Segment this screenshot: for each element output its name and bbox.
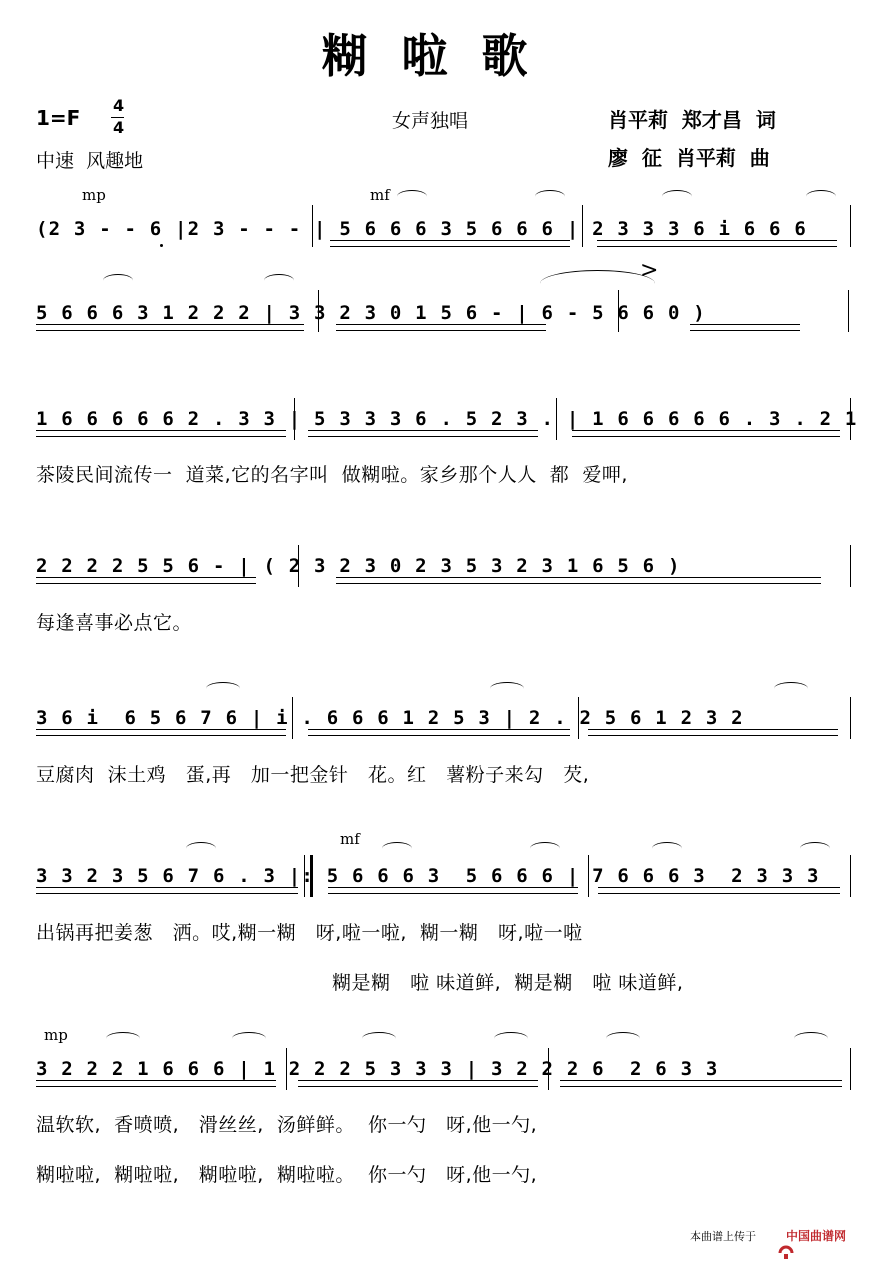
barline — [294, 398, 295, 440]
lyrics-line-6-verse-2: 糊是糊 啦 味道鲜, 糊是糊 啦 味道鲜, — [332, 972, 684, 994]
beam — [36, 430, 286, 437]
barline — [848, 290, 849, 332]
slur — [397, 190, 427, 203]
upload-note: 本曲谱上传于 — [690, 1230, 756, 1243]
notation-line-6: 3 3 2 3 5 6 7 6 . 3 |: 5 6 6 6 3 5 6 6 6 | 7 6 6 6 3 2 3 3 3 — [36, 865, 820, 887]
tempo-marking: 中速 风趣地 — [36, 150, 144, 172]
slur — [800, 842, 830, 855]
notation-line-2: 5 6 6 6 3 1 2 2 2 | 3 3 2 3 0 1 5 6 - | 6 - 5 6 6 0 ) — [36, 302, 706, 324]
beam — [588, 729, 838, 736]
slur — [206, 682, 240, 695]
meter-top: 4 — [113, 96, 125, 115]
composer-credit: 廖 征 肖平莉 曲 — [608, 146, 770, 170]
beam — [330, 240, 570, 247]
barline — [304, 855, 305, 897]
voice-type: 女声独唱 — [392, 110, 469, 132]
slur — [652, 842, 682, 855]
barline — [312, 205, 313, 247]
lyricist-credit: 肖平莉 郑才昌 词 — [608, 108, 776, 132]
dynamic-mp: mp — [82, 186, 106, 204]
beam — [36, 887, 298, 894]
slur — [794, 1032, 828, 1045]
lyrics-line-7-verse-2: 糊啦啦, 糊啦啦, 糊啦啦, 糊啦啦。 你一勺 呀,他一勺, — [36, 1164, 538, 1186]
slur — [186, 842, 216, 855]
beam — [336, 577, 821, 584]
barline — [850, 855, 851, 897]
notation-line-7: 3 2 2 2 1 6 6 6 | 1 2 2 2 5 3 3 3 | 3 2 2 2 6 2 6 3 3 — [36, 1058, 719, 1080]
barline — [588, 855, 589, 897]
repeat-start-barline — [310, 855, 313, 897]
slur — [774, 682, 808, 695]
slur — [535, 190, 565, 203]
site-logo-icon — [768, 1226, 784, 1242]
barline — [298, 545, 299, 587]
site-name[interactable]: 中国曲谱网 — [786, 1229, 847, 1243]
barline — [582, 205, 583, 247]
beam — [36, 1080, 276, 1087]
octave-dot — [160, 244, 163, 247]
barline — [286, 1048, 287, 1090]
slur — [264, 274, 294, 287]
lyrics-line-6-verse-1: 出锅再把姜葱 洒。哎,糊一糊 呀,啦一啦, 糊一糊 呀,啦一啦 — [36, 922, 583, 944]
barline — [850, 1048, 851, 1090]
notation-line-4: 2 2 2 2 5 5 6 - | ( 2 3 2 3 0 2 3 5 3 2 3 1 6 5 6 ) — [36, 555, 681, 577]
beam — [560, 1080, 842, 1087]
song-title: 糊啦歌 — [321, 29, 562, 83]
lyrics-line-5: 豆腐肉 沫土鸡 蛋,再 加一把金针 花。红 薯粉子来勾 芡, — [36, 764, 590, 786]
notation-line-3: 1 6 6 6 6 6 2 . 3 3 | 5 3 3 3 6 . 5 2 3 . | 1 6 6 6 6 6 . 3 . 2 1 — [36, 408, 858, 430]
beam — [328, 887, 578, 894]
slur — [362, 1032, 396, 1045]
beam — [690, 324, 800, 331]
slur — [232, 1032, 266, 1045]
dynamic-mf: mf — [370, 186, 390, 204]
barline — [850, 545, 851, 587]
barline — [850, 398, 851, 440]
barline — [850, 205, 851, 247]
beam — [598, 887, 840, 894]
barline — [292, 697, 293, 739]
key-signature: 1=F — [36, 106, 81, 130]
lyrics-line-3: 茶陵民间流传一 道菜,它的名字叫 做糊啦。家乡那个人人 都 爱呷, — [36, 464, 628, 486]
beam — [308, 430, 538, 437]
slur — [106, 1032, 140, 1045]
slur — [103, 274, 133, 287]
notation-line-1: (2 3 - - 6 |2 3 - - - | 5 6 6 6 3 5 6 6 6 | 2 3 3 3 6 i 6 6 6 — [36, 218, 807, 240]
beam — [597, 240, 837, 247]
accent-icon: > — [640, 258, 659, 283]
slur — [606, 1032, 640, 1045]
barline — [556, 398, 557, 440]
barline — [548, 1048, 549, 1090]
barline — [578, 697, 579, 739]
phrase-slur — [540, 270, 655, 297]
notation-line-5: 3 6 i 6 5 6 7 6 | i . 6 6 6 1 2 5 3 | 2 . 2 5 6 1 2 3 2 — [36, 707, 744, 729]
slur — [530, 842, 560, 855]
beam — [36, 729, 286, 736]
barline — [318, 290, 319, 332]
beam — [36, 324, 304, 331]
beam — [36, 577, 256, 584]
barline — [850, 697, 851, 739]
slur — [494, 1032, 528, 1045]
beam — [572, 430, 840, 437]
beam — [336, 324, 546, 331]
slur — [806, 190, 836, 203]
beam — [298, 1080, 538, 1087]
meter-bottom: 4 — [113, 118, 125, 137]
lyrics-line-4: 每逢喜事必点它。 — [36, 612, 193, 634]
barline — [618, 290, 619, 332]
slur — [662, 190, 692, 203]
beam — [308, 729, 570, 736]
slur — [490, 682, 524, 695]
dynamic-mf: mf — [340, 830, 360, 848]
lyrics-line-7-verse-1: 温软软, 香喷喷, 滑丝丝, 汤鲜鲜。 你一勺 呀,他一勺, — [36, 1114, 538, 1136]
dynamic-mp: mp — [44, 1026, 68, 1044]
slur — [382, 842, 412, 855]
